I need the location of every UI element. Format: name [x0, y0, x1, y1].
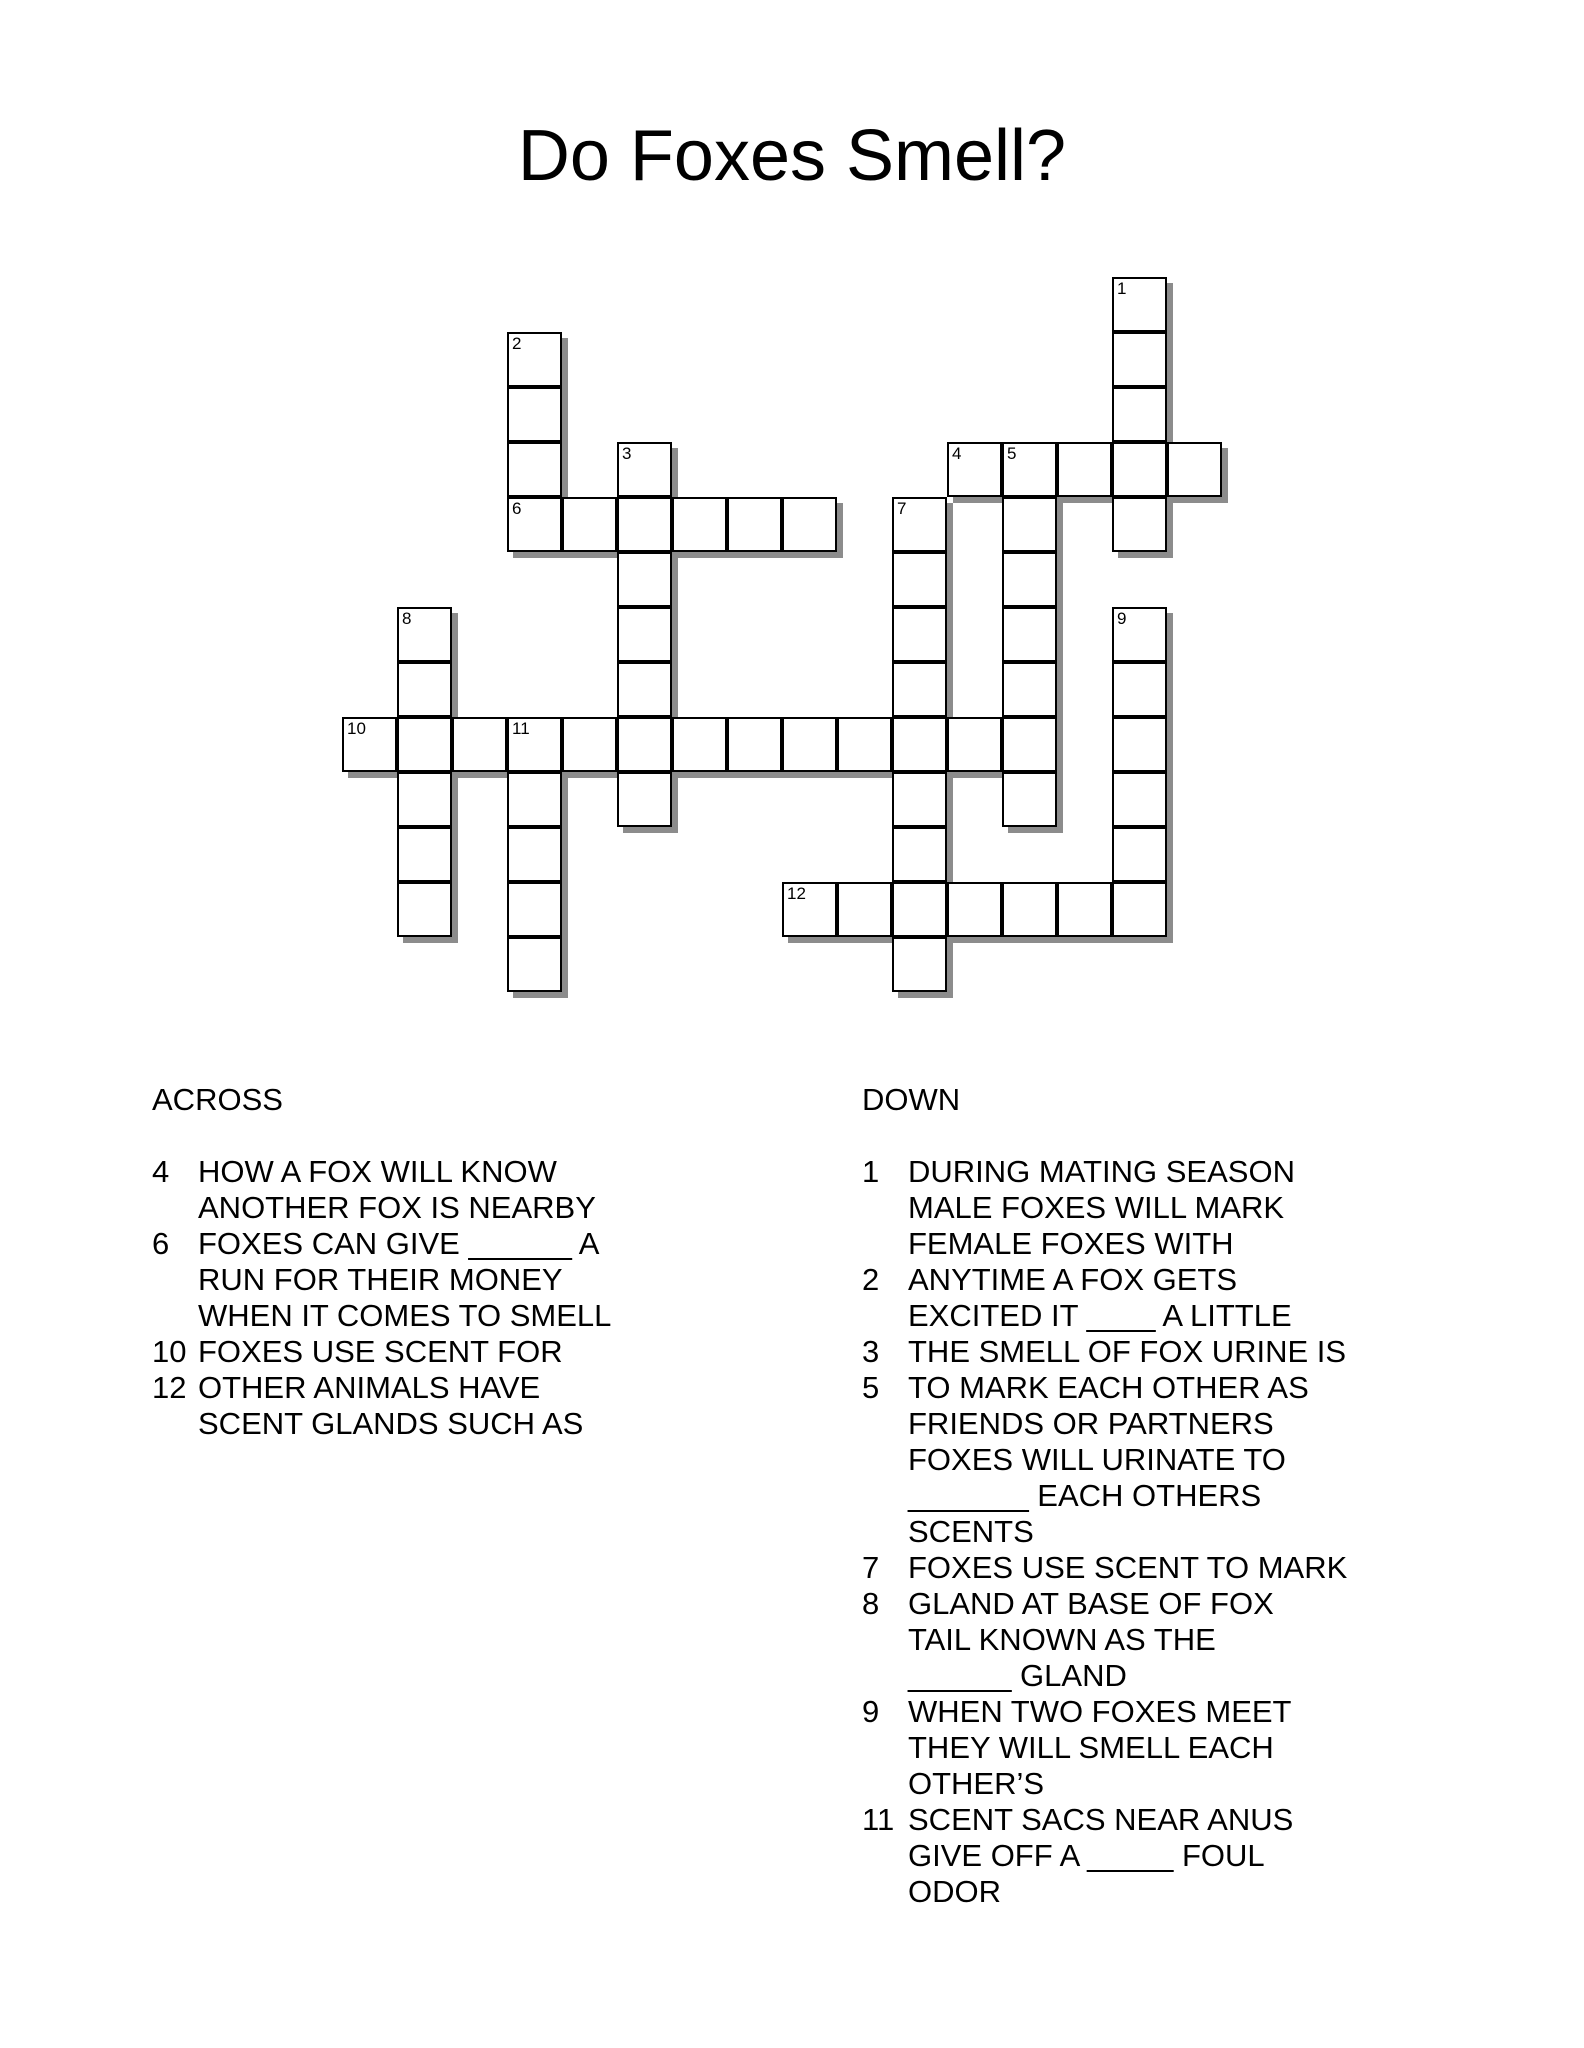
- grid-cell[interactable]: [837, 882, 892, 937]
- across-clues: [152, 1082, 672, 1442]
- grid-cell[interactable]: [782, 717, 837, 772]
- grid-cell[interactable]: [617, 717, 672, 772]
- grid-cell[interactable]: [1112, 607, 1167, 662]
- grid-cell[interactable]: [1002, 772, 1057, 827]
- cell-number: 11: [512, 719, 530, 738]
- grid-cell[interactable]: [1112, 772, 1167, 827]
- grid-cell[interactable]: [617, 552, 672, 607]
- clue-number: 3: [862, 1334, 880, 1369]
- grid-cell[interactable]: [1002, 442, 1057, 497]
- grid-cell[interactable]: [507, 497, 562, 552]
- down-clues: [862, 1082, 1422, 1910]
- grid-cell[interactable]: [1002, 882, 1057, 937]
- grid-cell[interactable]: [1112, 717, 1167, 772]
- clue-down-5: [862, 1370, 1422, 1550]
- clue-number: 8: [862, 1586, 880, 1621]
- grid-cell[interactable]: [1002, 497, 1057, 552]
- grid-cell[interactable]: [507, 387, 562, 442]
- clue-number: 10: [152, 1334, 187, 1369]
- grid-cell[interactable]: [672, 497, 727, 552]
- clue-down-2: [862, 1262, 1422, 1334]
- clue-down-8: [862, 1586, 1422, 1694]
- grid-cell[interactable]: [617, 662, 672, 717]
- grid-cell[interactable]: [947, 442, 1002, 497]
- clue-number: 9: [862, 1694, 880, 1729]
- grid-cell[interactable]: [397, 717, 452, 772]
- clue-text: WHEN TWO FOXES MEET THEY WILL SMELL EACH OTHER’S: [908, 1694, 1292, 1801]
- clue-across-4: [152, 1154, 672, 1226]
- cell-number: 12: [787, 884, 806, 903]
- cell-number: 3: [622, 444, 632, 463]
- clue-number: 1: [862, 1154, 880, 1189]
- grid-cell[interactable]: [1002, 662, 1057, 717]
- clue-number: 7: [862, 1550, 880, 1585]
- cell-number: 1: [1117, 279, 1127, 298]
- clue-text: TO MARK EACH OTHER AS FRIENDS OR PARTNERS FOXES WILL URINATE TO _______ EACH OTHERS SCENTS: [908, 1370, 1309, 1549]
- clue-text: SCENT SACS NEAR ANUS GIVE OFF A _____ FOUL ODOR: [908, 1802, 1294, 1909]
- grid-cell[interactable]: [397, 607, 452, 662]
- grid-cell[interactable]: [397, 662, 452, 717]
- down-heading: DOWN: [862, 1082, 961, 1117]
- grid-cell[interactable]: [892, 497, 947, 552]
- clue-down-7: [862, 1550, 1422, 1586]
- clue-down-11: [862, 1802, 1422, 1910]
- grid-cell[interactable]: [892, 827, 947, 882]
- grid-cell[interactable]: [892, 607, 947, 662]
- grid-cell[interactable]: [1112, 387, 1167, 442]
- grid-cell[interactable]: [892, 937, 947, 992]
- grid-cell[interactable]: [507, 332, 562, 387]
- grid-cell[interactable]: [837, 717, 892, 772]
- clue-text: FOXES USE SCENT TO MARK: [908, 1550, 1348, 1585]
- cell-number: 5: [1007, 444, 1017, 463]
- grid-cell[interactable]: [1112, 497, 1167, 552]
- grid-cell[interactable]: [1002, 717, 1057, 772]
- clue-across-6: [152, 1226, 672, 1334]
- cell-number: 7: [897, 499, 907, 518]
- cell-number: 6: [512, 499, 522, 518]
- grid-cell[interactable]: [782, 882, 837, 937]
- grid-cell[interactable]: [507, 937, 562, 992]
- cell-number: 9: [1117, 609, 1127, 628]
- grid-cell[interactable]: [617, 497, 672, 552]
- grid-cell[interactable]: [507, 717, 562, 772]
- grid-cell[interactable]: [1057, 442, 1112, 497]
- grid-cell[interactable]: [1112, 662, 1167, 717]
- cell-number: 2: [512, 334, 522, 353]
- grid-cell[interactable]: [1002, 552, 1057, 607]
- grid-cell[interactable]: [672, 717, 727, 772]
- grid-cell[interactable]: [617, 772, 672, 827]
- grid-cell[interactable]: [892, 882, 947, 937]
- grid-cell[interactable]: [1112, 442, 1167, 497]
- grid-cell[interactable]: [1112, 827, 1167, 882]
- clue-down-3: [862, 1334, 1422, 1370]
- cell-number: 4: [952, 444, 962, 463]
- clue-down-9: [862, 1694, 1422, 1802]
- grid-cell[interactable]: [507, 772, 562, 827]
- clue-text: THE SMELL OF FOX URINE IS: [908, 1334, 1347, 1369]
- clue-number: 5: [862, 1370, 880, 1405]
- grid-cell[interactable]: [1112, 882, 1167, 937]
- grid-cell[interactable]: [562, 717, 617, 772]
- grid-cell[interactable]: [1112, 277, 1167, 332]
- grid-cell[interactable]: [782, 497, 837, 552]
- grid-cell[interactable]: [507, 827, 562, 882]
- clue-number: 11: [862, 1802, 895, 1837]
- clue-text: OTHER ANIMALS HAVE SCENT GLANDS SUCH AS: [198, 1370, 584, 1441]
- grid-cell[interactable]: [1167, 442, 1222, 497]
- clue-text: ANYTIME A FOX GETS EXCITED IT ____ A LITTLE: [908, 1262, 1292, 1333]
- grid-cell[interactable]: [947, 882, 1002, 937]
- clue-number: 2: [862, 1262, 880, 1297]
- across-heading: ACROSS: [152, 1082, 283, 1117]
- grid-cell[interactable]: [892, 552, 947, 607]
- grid-cell[interactable]: [617, 607, 672, 662]
- grid-cell[interactable]: [892, 662, 947, 717]
- grid-cell[interactable]: [947, 717, 1002, 772]
- grid-cell[interactable]: [1002, 607, 1057, 662]
- grid-cell[interactable]: [397, 772, 452, 827]
- clue-number: 4: [152, 1154, 170, 1189]
- grid-cell[interactable]: [1057, 882, 1112, 937]
- grid-cell[interactable]: [892, 717, 947, 772]
- clue-down-1: [862, 1154, 1422, 1262]
- clue-text: FOXES USE SCENT FOR: [198, 1334, 563, 1369]
- grid-cell[interactable]: [397, 827, 452, 882]
- grid-cell[interactable]: [397, 882, 452, 937]
- clue-across-12: [152, 1370, 672, 1442]
- grid-cell[interactable]: [342, 717, 397, 772]
- grid-cell[interactable]: [1112, 332, 1167, 387]
- grid-cell[interactable]: [507, 882, 562, 937]
- grid-cell[interactable]: [617, 442, 672, 497]
- grid-cell[interactable]: [562, 497, 617, 552]
- clue-text: GLAND AT BASE OF FOX TAIL KNOWN AS THE ______ GLAND: [908, 1586, 1274, 1693]
- cell-number: 10: [347, 719, 366, 738]
- grid-cell[interactable]: [892, 772, 947, 827]
- clue-text: HOW A FOX WILL KNOW ANOTHER FOX IS NEARBY: [198, 1154, 596, 1225]
- grid-cell[interactable]: [452, 717, 507, 772]
- grid-cell[interactable]: [727, 497, 782, 552]
- grid-cell[interactable]: [507, 442, 562, 497]
- clue-across-10: [152, 1334, 672, 1370]
- page-title: Do Foxes Smell?: [517, 116, 1067, 196]
- clue-text: FOXES CAN GIVE ______ A RUN FOR THEIR MONEY WHEN IT COMES TO SMELL: [198, 1226, 612, 1333]
- clue-number: 12: [152, 1370, 187, 1405]
- grid-cell[interactable]: [727, 717, 782, 772]
- cell-number: 8: [402, 609, 412, 628]
- clue-text: DURING MATING SEASON MALE FOXES WILL MARK FEMALE FOXES WITH: [908, 1154, 1295, 1261]
- clue-number: 6: [152, 1226, 170, 1261]
